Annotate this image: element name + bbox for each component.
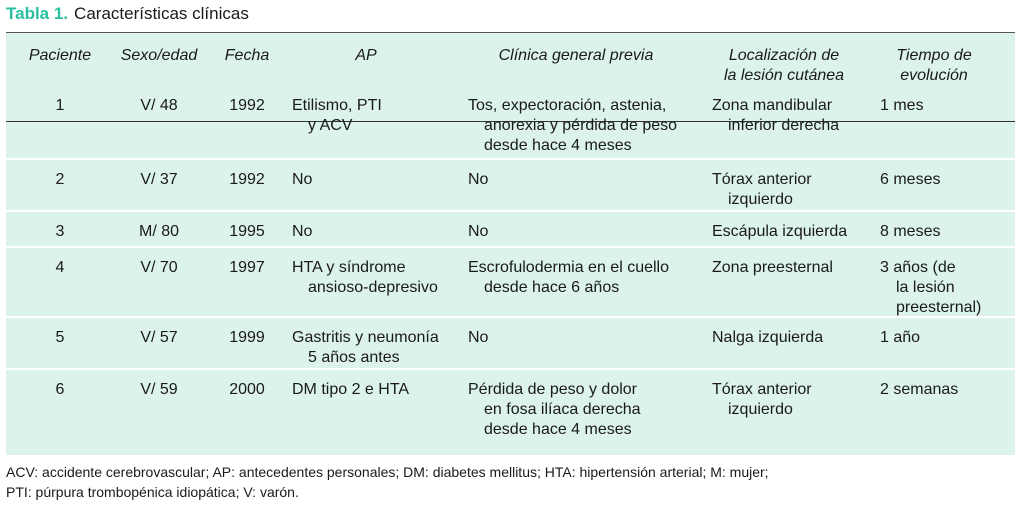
cell-line: izquierdo <box>728 401 793 418</box>
table-top-rule <box>6 32 1015 33</box>
header-localizacion <box>704 46 864 86</box>
cell-ap <box>292 96 382 136</box>
cell-line: 6 meses <box>880 171 941 188</box>
cell-clinica <box>468 380 641 440</box>
cell-line: ansioso-depresivo <box>308 279 438 296</box>
cell-line: Zona preesternal <box>712 259 833 276</box>
table-title: Características clínicas <box>74 4 249 23</box>
cell-line: anorexia y pérdida de peso <box>484 117 678 134</box>
cell-line: 1 año <box>880 329 921 346</box>
cell-tiempo <box>880 328 920 348</box>
cell-line: inferior derecha <box>728 117 840 134</box>
table-caption <box>6 3 249 25</box>
cell-ap <box>292 328 439 368</box>
cell-paciente: 6 <box>55 381 65 398</box>
cell-paciente: 1 <box>55 97 65 114</box>
cell-ap <box>292 258 438 298</box>
header-tiempo-line: Tiempo de <box>896 47 972 64</box>
cell-clinica <box>468 96 677 156</box>
footnote-line: ACV: accidente cerebrovascular; AP: antecedentes personales; DM: diabetes mellitus; HTA: hipertensión arterial; M: mujer; <box>6 464 769 480</box>
cell-fecha: 1992 <box>229 171 265 188</box>
row-separator <box>6 210 1015 212</box>
cell-line: HTA y síndrome <box>292 259 406 276</box>
cell-line: 1 mes <box>880 97 924 114</box>
cell-line: Escápula izquierda <box>712 223 848 240</box>
cell-line: No <box>292 171 313 188</box>
cell-line: No <box>468 223 489 240</box>
cell-localizacion <box>712 222 847 242</box>
header-paciente: Paciente <box>28 47 92 64</box>
cell-localizacion <box>712 380 812 420</box>
cell-line: la lesión <box>896 279 955 296</box>
header-fecha: Fecha <box>224 47 270 64</box>
cell-line: Zona mandibular <box>712 97 833 114</box>
cell-clinica <box>468 328 488 348</box>
cell-line: 3 años (de <box>880 259 956 276</box>
cell-clinica <box>468 258 669 298</box>
footnote-line: PTI: púrpura trombopénica idiopática; V: varón. <box>6 484 299 500</box>
header-localizacion-line: la lesión cutánea <box>723 67 845 84</box>
cell-localizacion <box>712 96 839 136</box>
cell-sexo-edad: V/ 37 <box>140 171 178 188</box>
row-separator <box>6 316 1015 318</box>
row-separator <box>6 368 1015 370</box>
cell-tiempo <box>880 380 958 400</box>
cell-line: Gastritis y neumonía <box>292 329 439 346</box>
cell-paciente: 3 <box>55 223 65 240</box>
cell-line: desde hace 6 años <box>484 279 620 296</box>
cell-line: 8 meses <box>880 223 941 240</box>
cell-line: Escrofulodermia en el cuello <box>468 259 669 276</box>
cell-tiempo <box>880 96 924 116</box>
cell-line: Tórax anterior <box>712 381 812 398</box>
cell-line: preesternal) <box>896 299 982 316</box>
header-tiempo-line: evolución <box>900 67 968 84</box>
cell-line: Tos, expectoración, astenia, <box>468 97 667 114</box>
cell-localizacion <box>712 328 823 348</box>
cell-fecha: 1999 <box>229 329 265 346</box>
cell-clinica <box>468 222 488 242</box>
cell-paciente: 5 <box>55 329 65 346</box>
cell-ap <box>292 170 312 190</box>
cell-clinica <box>468 170 488 190</box>
cell-line: 2 semanas <box>880 381 959 398</box>
cell-line: izquierdo <box>728 191 793 208</box>
cell-sexo-edad: V/ 48 <box>140 97 178 114</box>
cell-sexo-edad: V/ 59 <box>140 381 178 398</box>
table <box>6 32 1015 455</box>
cell-line: DM tipo 2 e HTA <box>292 381 410 398</box>
header-ap: AP <box>355 47 377 64</box>
table-footnote <box>6 462 769 502</box>
cell-sexo-edad: M/ 80 <box>138 223 179 240</box>
cell-line: Pérdida de peso y dolor <box>468 381 637 398</box>
cell-tiempo <box>880 258 981 318</box>
cell-paciente: 2 <box>55 171 65 188</box>
cell-line: Nalga izquierda <box>712 329 824 346</box>
cell-fecha: 1997 <box>229 259 265 276</box>
cell-line: desde hace 4 meses <box>484 137 632 154</box>
cell-fecha: 2000 <box>229 381 265 398</box>
cell-fecha: 1992 <box>229 97 265 114</box>
cell-localizacion <box>712 170 812 210</box>
cell-sexo-edad: V/ 70 <box>140 259 178 276</box>
row-separator <box>6 158 1015 160</box>
cell-line: 5 años antes <box>308 349 400 366</box>
row-separator <box>6 246 1015 248</box>
cell-line: No <box>468 329 489 346</box>
header-clinica: Clínica general previa <box>498 47 654 64</box>
cell-paciente: 4 <box>55 259 65 276</box>
cell-tiempo <box>880 222 940 242</box>
cell-line: y ACV <box>308 117 353 134</box>
cell-localizacion <box>712 258 833 278</box>
header-localizacion-line: Localización de <box>728 47 840 64</box>
header-tiempo <box>874 46 994 86</box>
cell-sexo-edad: V/ 57 <box>140 329 178 346</box>
cell-line: No <box>468 171 489 188</box>
cell-line: No <box>292 223 313 240</box>
cell-ap <box>292 222 312 242</box>
cell-line: desde hace 4 meses <box>484 421 632 438</box>
table-label: Tabla 1. <box>6 4 69 23</box>
cell-tiempo <box>880 170 940 190</box>
cell-line: en fosa ilíaca derecha <box>484 401 641 418</box>
cell-ap <box>292 380 409 400</box>
cell-line: Etilismo, PTI <box>292 97 382 114</box>
cell-line: Tórax anterior <box>712 171 812 188</box>
header-sexo-edad: Sexo/edad <box>120 47 198 64</box>
cell-fecha: 1995 <box>229 223 265 240</box>
